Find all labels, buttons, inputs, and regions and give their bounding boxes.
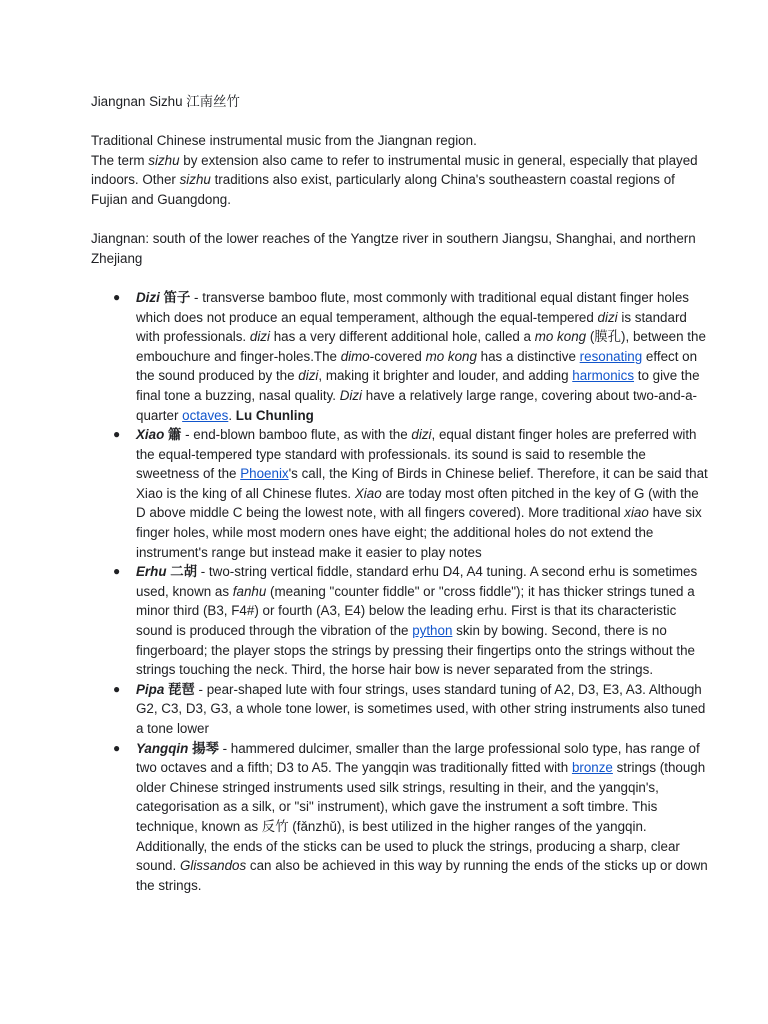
- term: dizi: [597, 309, 618, 325]
- text-run: - two-string vertical fiddle, standard erhu D4, A4 tuning. A second erhu is sometimes used, known as: [136, 564, 698, 599]
- instrument-cjk-name: 簫: [168, 427, 182, 443]
- instrument-cjk-name: 笛子: [163, 289, 191, 305]
- bullet-icon: ●: [113, 427, 121, 442]
- instrument-name: Xiao: [136, 427, 165, 443]
- bullet-icon: ●: [113, 289, 121, 304]
- term: dizi: [411, 427, 432, 443]
- bullet-icon: ●: [113, 681, 121, 696]
- text-run: - transverse bamboo flute, most commonly with traditional equal distant finger holes which does not produce an equal temperament, although the equal-tempered: [136, 289, 689, 325]
- list-item-xiao: [113, 425, 708, 562]
- text-run: can also be achieved in this way by running the ends of the sticks up or down the strings.: [136, 858, 708, 893]
- text-run: is standard with professionals.: [136, 309, 687, 345]
- instrument-cjk-name: 揚琴: [192, 740, 219, 756]
- term: fanhu: [232, 583, 267, 599]
- text-run: traditions also exist, particularly along China's southeastern coastal regions of Fujian and Guangdong.: [91, 172, 675, 207]
- link-bronze[interactable]: bronze: [571, 760, 613, 776]
- instrument-name: Yangqin: [136, 740, 189, 756]
- document-title: Jiangnan Sizhu 江南丝竹: [91, 94, 240, 109]
- instrument-list: [91, 288, 708, 895]
- paragraph-spacer: [91, 210, 708, 230]
- instrument-name: Dizi: [136, 289, 160, 305]
- text-run: , equal distant finger holes are preferred with the equal-tempered type standard with professionals. its sound is said to resemble the sweetness of the: [136, 427, 697, 482]
- term: dizi: [249, 329, 270, 345]
- text-run: strings (though older Chinese stringed instruments used silk strings, resulting in their, and the yangqin's, categorisation as a silk, or "si" instrument), which gave the instrument a soft timbre. This technique, known as 反竹 (fǎnzhǔ), is best utilized in the higher ranges of the yangqin. Additionally, the ends of the sticks can be used to pluck the strings, producing a sharp, clear sound.: [136, 760, 706, 874]
- term: mo kong: [534, 329, 587, 345]
- intro-paragraph-1: Traditional Chinese instrumental music from the Jiangnan region.: [91, 133, 477, 149]
- instrument-cjk-name: 二胡: [170, 564, 198, 580]
- bullet-icon: ●: [113, 740, 121, 755]
- text-run: 's call, the King of Birds in Chinese belief. Therefore, it can be said that Xiao is the king of all Chinese flutes.: [136, 466, 708, 501]
- text-run: -covered: [369, 348, 426, 364]
- text-run: to give the final tone a buzzing, nasal quality.: [136, 368, 700, 403]
- instrument-name: Pipa: [136, 681, 165, 697]
- term: Xiao: [354, 485, 382, 501]
- intro-paragraph-3: Jiangnan: south of the lower reaches of the Yangtze river in southern Jiangsu, Shanghai, and northern Zhejiang: [91, 231, 696, 266]
- link-resonating[interactable]: resonating: [579, 348, 643, 364]
- link-python[interactable]: python: [412, 623, 453, 639]
- link-octaves[interactable]: octaves: [182, 407, 229, 423]
- instrument-cjk-name: 琵琶: [168, 681, 195, 697]
- text-run: are today most often pitched in the key of G (with the D above middle C being the lowest note, with all fingers covered). More traditional: [136, 485, 699, 521]
- text-run: skin by bowing. Second, there is no fingerboard; the player stops the strings by pressing their fingertips onto the strings without the strings touching the neck. Third, the horse hair bow is never separated from the strings.: [136, 623, 695, 678]
- text-run: by extension also came to refer to instrumental music in general, especially that played indoors. Other: [91, 152, 698, 188]
- term: mo kong: [425, 348, 477, 364]
- text-run: , making it brighter and louder, and adding: [318, 368, 573, 384]
- performer-name: Lu Chunling: [235, 407, 314, 423]
- list-item-dizi: [113, 288, 708, 425]
- link-harmonics[interactable]: harmonics: [572, 368, 635, 384]
- term: Dizi: [339, 387, 363, 403]
- text-run: has a distinctive: [476, 348, 580, 364]
- text-run: effect on the sound produced by the: [136, 348, 698, 384]
- text-run: have a relatively large range, covering about two-and-a-quarter: [136, 387, 698, 423]
- text-run: (meaning "counter fiddle" or "cross fiddle"); it has thicker strings tuned a minor third (B3, F4#) or fourth (A3, E4) below the leading erhu. First is that its characteristic sound is produced through the vibration of the: [136, 583, 695, 639]
- term-sizhu: sizhu: [179, 172, 211, 188]
- intro-paragraph-2: [91, 151, 708, 210]
- list-item-yangqin: [113, 739, 708, 896]
- text-run: has a very different additional hole, called a: [269, 329, 535, 345]
- term: xiao: [624, 505, 649, 521]
- list-item-pipa: [113, 680, 708, 739]
- term: Glissandos: [179, 858, 247, 874]
- text-run: .: [228, 407, 236, 423]
- list-item-erhu: [113, 562, 708, 680]
- instrument-name: Erhu: [136, 564, 167, 580]
- term-sizhu: sizhu: [148, 152, 180, 168]
- link-phoenix[interactable]: Phoenix: [240, 466, 289, 482]
- text-run: - hammered dulcimer, smaller than the large professional solo type, has range of two octaves and a fifth; D3 to A5. The yangqin was traditionally fitted with: [136, 740, 700, 776]
- text-run: (膜孔), between the embouchure and finger-holes.The: [136, 329, 706, 364]
- text-run: - pear-shaped lute with four strings, uses standard tuning of A2, D3, E3, A3. Although G2, C3, D3, G3, a whole tone lower, is sometimes used, with other string instruments also tuned a tone lower: [136, 681, 706, 736]
- term: dizi: [298, 368, 319, 384]
- text-run: have six finger holes, while most modern ones have eight; the additional holes do not extend the instrument's range but instead make it easier to play notes: [136, 505, 702, 560]
- text-run: The term: [91, 152, 149, 168]
- term: dimo: [340, 348, 370, 364]
- text-run: - end-blown bamboo flute, as with the: [181, 427, 412, 443]
- bullet-icon: ●: [113, 564, 121, 579]
